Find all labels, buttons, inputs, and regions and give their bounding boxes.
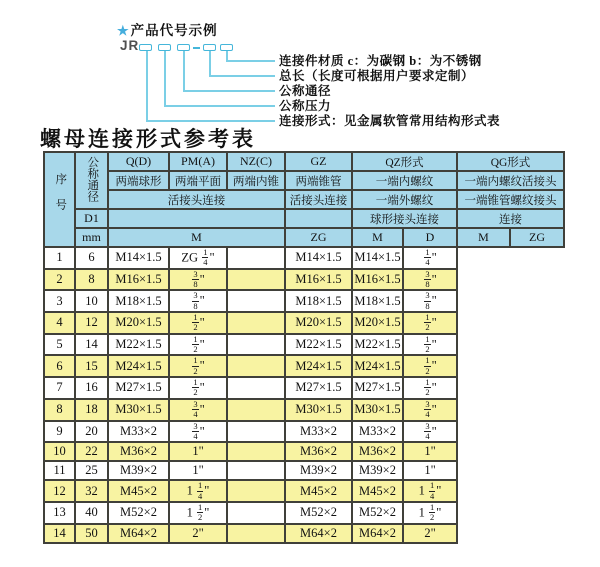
table-row xyxy=(44,334,564,356)
header-nz-type: 两端内锥 xyxy=(227,171,285,190)
row-qz-d-value: M33×2 xyxy=(285,421,352,443)
row-qg-m-value: M14×1.5 xyxy=(352,247,403,269)
row-qz-m-value xyxy=(227,290,285,312)
header-qz-type2: 一端外螺纹 xyxy=(352,190,457,209)
header-qg-connection: 连接 xyxy=(457,209,564,228)
row-serial: 12 xyxy=(44,480,75,502)
row-qz-d-value: M18×1.5 xyxy=(285,290,352,312)
row-diameter: 8 xyxy=(75,269,108,291)
code-prefix: JR xyxy=(120,38,140,53)
row-serial: 11 xyxy=(44,461,75,480)
table-row xyxy=(44,355,564,377)
row-m-value: M36×2 xyxy=(108,442,169,461)
row-gz-value: $\frac{1}{2}$ " xyxy=(169,355,227,377)
row-qg-m-value: M22×1.5 xyxy=(352,334,403,356)
row-serial: 6 xyxy=(44,355,75,377)
row-m-value: M24×1.5 xyxy=(108,355,169,377)
header-col-gz: GZ xyxy=(285,152,352,171)
row-serial: 9 xyxy=(44,421,75,443)
row-qg-m-value: M18×1.5 xyxy=(352,290,403,312)
empty-cell xyxy=(108,209,285,228)
diagram-label-length: 总长（长度可根据用户要求定制） xyxy=(279,69,475,83)
row-qg-zg-value: $\frac{3}{8}$ " xyxy=(403,269,457,291)
row-qg-m-value: M24×1.5 xyxy=(352,355,403,377)
row-gz-value: 1" xyxy=(169,442,227,461)
row-qg-m-value: M64×2 xyxy=(352,524,403,543)
row-m-value: M30×1.5 xyxy=(108,399,169,421)
row-diameter: 6 xyxy=(75,247,108,269)
row-qg-zg-value: $\frac{1}{2}$ " xyxy=(403,334,457,356)
header-col-qg: QG形式 xyxy=(457,152,564,171)
table-row xyxy=(44,524,564,543)
header-col-qz: QZ形式 xyxy=(352,152,457,171)
row-qz-d-value: M22×1.5 xyxy=(285,334,352,356)
row-gz-value: 1 $\frac{1}{2}$ " xyxy=(169,502,227,524)
row-gz-value: $\frac{3}{4}$ " xyxy=(169,399,227,421)
row-qz-d-value: M16×1.5 xyxy=(285,269,352,291)
row-qz-m-value xyxy=(227,312,285,334)
row-gz-value: 1" xyxy=(169,461,227,480)
diagram-label-material: 连接件材质 c：为碳钢 b：为不锈钢 xyxy=(279,54,482,68)
row-m-value: M14×1.5 xyxy=(108,247,169,269)
header-zg: ZG xyxy=(285,228,352,247)
row-qg-zg-value: $\frac{1}{2}$ " xyxy=(403,312,457,334)
diagram-label-diameter: 公称通径 xyxy=(279,84,332,98)
row-qz-m-value xyxy=(227,334,285,356)
header-qg-type2: 一端锥管螺纹接头 xyxy=(457,190,564,209)
row-serial: 5 xyxy=(44,334,75,356)
row-qz-m-value xyxy=(227,355,285,377)
empty-cell xyxy=(285,209,352,228)
header-qz-m: M xyxy=(352,228,403,247)
row-qg-zg-value: 1" xyxy=(403,461,457,480)
row-qg-m-value: M27×1.5 xyxy=(352,377,403,399)
row-qz-m-value xyxy=(227,421,285,443)
row-diameter: 32 xyxy=(75,480,108,502)
row-serial: 4 xyxy=(44,312,75,334)
row-diameter: 10 xyxy=(75,290,108,312)
row-qz-m-value xyxy=(227,247,285,269)
connector-line xyxy=(164,51,166,107)
code-box-4 xyxy=(203,44,216,51)
row-qg-m-value: M30×1.5 xyxy=(352,399,403,421)
connector-line xyxy=(209,51,211,77)
row-serial: 1 xyxy=(44,247,75,269)
row-diameter: 20 xyxy=(75,421,108,443)
row-qz-d-value: M30×1.5 xyxy=(285,399,352,421)
row-gz-value: $\frac{1}{2}$ " xyxy=(169,334,227,356)
header-d1: D1 xyxy=(75,209,108,228)
row-diameter: 25 xyxy=(75,461,108,480)
diagram-label-pressure: 公称压力 xyxy=(279,99,332,113)
row-gz-value: $\frac{3}{8}$ " xyxy=(169,269,227,291)
row-qg-zg-value: $\frac{3}{4}$ " xyxy=(403,421,457,443)
row-qz-m-value xyxy=(227,480,285,502)
header-gz-connection: 活接头连接 xyxy=(285,190,352,209)
row-qz-d-value: M39×2 xyxy=(285,461,352,480)
header-q-type: 两端球形 xyxy=(108,171,169,190)
row-m-value: M64×2 xyxy=(108,524,169,543)
header-union-connection: 活接头连接 xyxy=(108,190,285,209)
row-qg-m-value: M33×2 xyxy=(352,421,403,443)
row-qg-m-value: M16×1.5 xyxy=(352,269,403,291)
example-title-text: 产品代号示例 xyxy=(130,23,218,38)
header-col-q: Q(D) xyxy=(108,152,169,171)
table-row xyxy=(44,312,564,334)
header-qz-type: 一端内螺纹 xyxy=(352,171,457,190)
row-serial: 7 xyxy=(44,377,75,399)
table-row xyxy=(44,461,564,480)
row-serial: 13 xyxy=(44,502,75,524)
row-qz-m-value xyxy=(227,377,285,399)
row-gz-value: $\frac{3}{4}$ " xyxy=(169,421,227,443)
row-diameter: 15 xyxy=(75,355,108,377)
header-col-nz: NZ(C) xyxy=(227,152,285,171)
header-serial: 序号 xyxy=(44,152,75,247)
row-m-value: M52×2 xyxy=(108,502,169,524)
row-qz-m-value xyxy=(227,461,285,480)
star-icon: ★ xyxy=(117,23,130,38)
table-row xyxy=(44,421,564,443)
row-qg-m-value: M20×1.5 xyxy=(352,312,403,334)
row-gz-value: $\frac{1}{2}$ " xyxy=(169,312,227,334)
row-serial: 3 xyxy=(44,290,75,312)
header-qg-type: 一端内螺纹活接头 xyxy=(457,171,564,190)
table-row xyxy=(44,502,564,524)
code-box-2 xyxy=(158,44,171,51)
row-m-value: M20×1.5 xyxy=(108,312,169,334)
header-qz-d: D xyxy=(403,228,457,247)
row-qg-zg-value: $\frac{1}{2}$ " xyxy=(403,355,457,377)
row-qz-d-value: M24×1.5 xyxy=(285,355,352,377)
row-qg-zg-value: 2" xyxy=(403,524,457,543)
row-diameter: 16 xyxy=(75,377,108,399)
row-serial: 2 xyxy=(44,269,75,291)
code-box-3 xyxy=(177,44,190,51)
header-nominal-diameter: 公称通径 xyxy=(75,152,108,209)
row-gz-value: $\frac{3}{8}$ " xyxy=(169,290,227,312)
row-serial: 10 xyxy=(44,442,75,461)
header-unit-mm: mm xyxy=(75,228,108,247)
row-qg-zg-value: 1 $\frac{1}{2}$ " xyxy=(403,502,457,524)
connector-line xyxy=(183,51,185,92)
row-qz-d-value: M64×2 xyxy=(285,524,352,543)
header-qz-connection: 球形接头连接 xyxy=(352,209,457,228)
header-pm-type: 两端平面 xyxy=(169,171,227,190)
row-diameter: 50 xyxy=(75,524,108,543)
row-diameter: 40 xyxy=(75,502,108,524)
row-m-value: M39×2 xyxy=(108,461,169,480)
row-gz-value: 2" xyxy=(169,524,227,543)
connector-line xyxy=(226,60,275,62)
row-m-value: M45×2 xyxy=(108,480,169,502)
table-row xyxy=(44,442,564,461)
code-box-5 xyxy=(220,44,233,51)
header-qg-zg: ZG xyxy=(510,228,564,247)
connector-line xyxy=(209,75,275,77)
table-row xyxy=(44,399,564,421)
connector-line xyxy=(164,105,275,107)
row-diameter: 14 xyxy=(75,334,108,356)
row-qg-m-value: M36×2 xyxy=(352,442,403,461)
row-qz-d-value: M36×2 xyxy=(285,442,352,461)
row-m-value: M16×1.5 xyxy=(108,269,169,291)
table-row xyxy=(44,377,564,399)
connector-line xyxy=(146,120,275,122)
table-row xyxy=(44,480,564,502)
diagram-label-connection: 连接形式：见金属软管常用结构形式表 xyxy=(279,114,501,128)
connector-line xyxy=(146,51,148,122)
row-qz-d-value: M20×1.5 xyxy=(285,312,352,334)
row-m-value: M33×2 xyxy=(108,421,169,443)
row-serial: 14 xyxy=(44,524,75,543)
row-m-value: M22×1.5 xyxy=(108,334,169,356)
row-qg-zg-value: $\frac{1}{4}$ " xyxy=(403,247,457,269)
row-qg-m-value: M39×2 xyxy=(352,461,403,480)
row-diameter: 12 xyxy=(75,312,108,334)
row-gz-value: ZG $\frac{1}{4}$ " xyxy=(169,247,227,269)
row-qg-zg-value: 1 $\frac{1}{4}$ " xyxy=(403,480,457,502)
example-title xyxy=(117,19,218,39)
row-gz-value: 1 $\frac{1}{4}$ " xyxy=(169,480,227,502)
table-row xyxy=(44,269,564,291)
row-qg-zg-value: $\frac{3}{8}$ " xyxy=(403,290,457,312)
table-row xyxy=(44,247,564,269)
row-qz-m-value xyxy=(227,399,285,421)
row-qg-zg-value: $\frac{3}{4}$ " xyxy=(403,399,457,421)
row-qg-zg-value: $\frac{1}{2}$ " xyxy=(403,377,457,399)
row-m-value: M27×1.5 xyxy=(108,377,169,399)
connector-line xyxy=(183,90,275,92)
header-gz-type: 两端锥管 xyxy=(285,171,352,190)
header-qg-m: M xyxy=(457,228,510,247)
row-diameter: 18 xyxy=(75,399,108,421)
row-qz-m-value xyxy=(227,442,285,461)
nut-connection-table xyxy=(43,151,565,544)
row-qg-m-value: M52×2 xyxy=(352,502,403,524)
table-title: 螺母连接形式参考表 xyxy=(40,127,256,151)
row-qz-m-value xyxy=(227,269,285,291)
row-serial: 8 xyxy=(44,399,75,421)
row-diameter: 22 xyxy=(75,442,108,461)
row-qg-m-value: M45×2 xyxy=(352,480,403,502)
table-row xyxy=(44,290,564,312)
header-m: M xyxy=(108,228,285,247)
row-qz-m-value xyxy=(227,502,285,524)
row-qz-d-value: M27×1.5 xyxy=(285,377,352,399)
row-qg-zg-value: 1" xyxy=(403,442,457,461)
header-col-pm: PM(A) xyxy=(169,152,227,171)
row-qz-d-value: M14×1.5 xyxy=(285,247,352,269)
dash-separator xyxy=(193,47,200,49)
code-box-1 xyxy=(139,44,152,51)
row-qz-d-value: M52×2 xyxy=(285,502,352,524)
row-gz-value: $\frac{1}{2}$ " xyxy=(169,377,227,399)
row-m-value: M18×1.5 xyxy=(108,290,169,312)
row-qz-d-value: M45×2 xyxy=(285,480,352,502)
row-qz-m-value xyxy=(227,524,285,543)
